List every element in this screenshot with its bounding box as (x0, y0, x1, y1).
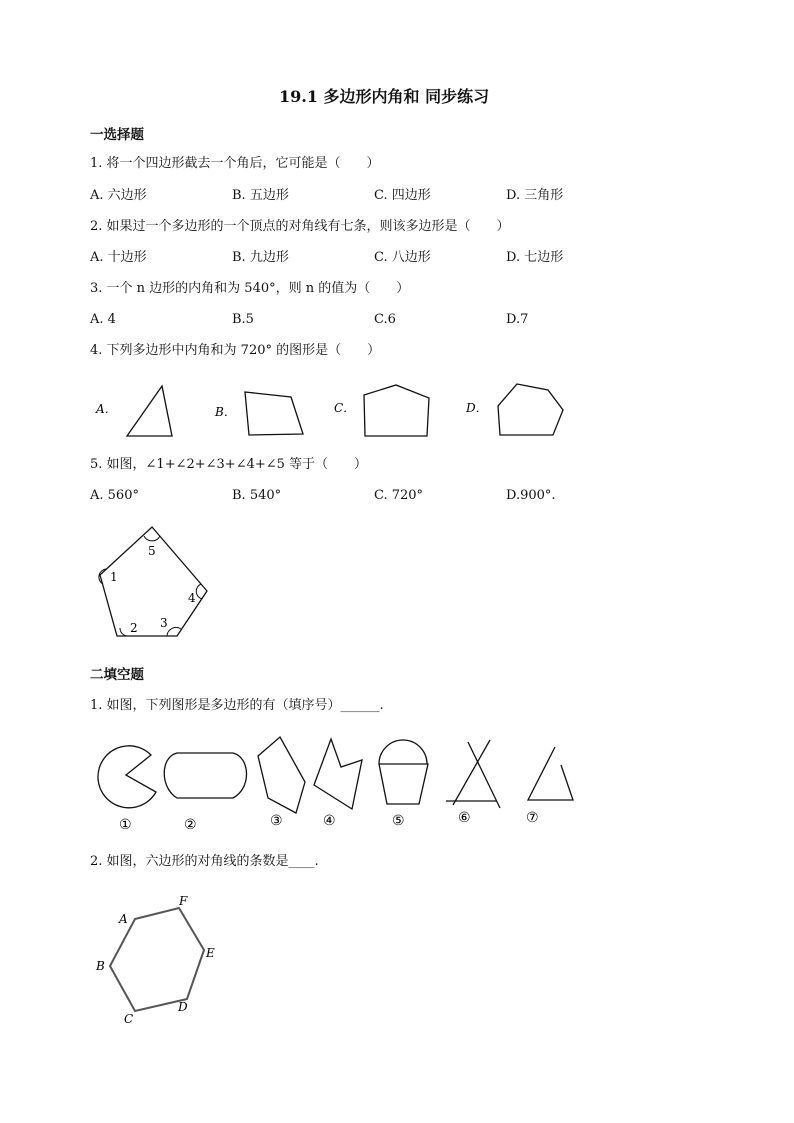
hexagon-figure (90, 890, 230, 1025)
page-title: 19.1 多边形内角和 同步练习 (279, 87, 490, 106)
q5-option-a: A. 560° (90, 488, 139, 503)
q4-pentagon-shape (364, 385, 429, 436)
question-3-stem: 3. 一个 n 边形的内角和为 540°，则 n 的值为（ ） (90, 281, 410, 296)
q4-shapes-figure (90, 378, 580, 442)
q1-option-b: B. 五边形 (232, 188, 289, 203)
q5-angle-label-2: 2 (130, 621, 138, 635)
vertex-label-a: A (119, 912, 128, 926)
question-1-stem: 1. 将一个四边形截去一个角后，它可能是（ ） (90, 156, 380, 171)
quadrilateral-shape-3 (258, 737, 305, 813)
q4-quadrilateral-shape (245, 392, 303, 435)
q5-option-b: B. 540° (232, 488, 282, 503)
section-heading-choice: 一选择题 (90, 127, 144, 143)
q5-option-c: C. 720° (374, 488, 424, 503)
vertex-label-d: D (178, 1000, 188, 1014)
q4-triangle-shape (127, 386, 172, 436)
q1-option-c: C. 四边形 (374, 188, 431, 203)
q4-label-a: A． (96, 402, 117, 416)
pacman-shape (98, 746, 156, 808)
rounded-rect-shape (164, 753, 246, 798)
q5-angle-arc-4 (196, 584, 202, 599)
vertex-label-c: C (124, 1012, 134, 1025)
figure-number-3: ③ (270, 813, 283, 829)
q3-option-a: A. 4 (90, 312, 116, 327)
figure-number-6: ⑥ (458, 810, 471, 826)
question-5-stem: 5. 如图，∠1+∠2+∠3+∠4+∠5 等于（ ） (90, 457, 368, 472)
q3-option-b: B.5 (232, 312, 254, 327)
bucket-shape (379, 740, 428, 804)
vertex-label-e: E (206, 946, 215, 960)
q5-pentagon-figure (90, 518, 220, 643)
fill-question-2-stem: 2. 如图，六边形的对角线的条数是____. (90, 854, 319, 869)
question-2-stem: 2. 如果过一个多边形的一个顶点的对角线有七条，则该多边形是（ ） (90, 219, 510, 234)
figure-number-2: ② (184, 817, 197, 833)
q1-option-d: D. 三角形 (506, 188, 564, 203)
q5-angle-label-5: 5 (148, 544, 156, 558)
q4-label-b: B． (215, 405, 236, 419)
q2-option-a: A. 十边形 (90, 250, 147, 265)
q1-option-a: A. 六边形 (90, 188, 147, 203)
q2-option-b: B. 九边形 (232, 250, 289, 265)
concave-shape-4 (314, 739, 362, 809)
q5-angle-arc-2 (120, 628, 127, 636)
q4-hexagon-shape (498, 384, 563, 435)
q5-angle-arc-3 (167, 627, 181, 636)
figure-number-7: ⑦ (526, 810, 539, 826)
open-triangle-shape (528, 747, 573, 800)
figure-number-4: ④ (323, 813, 336, 829)
q5-angle-label-1: 1 (110, 570, 118, 584)
fill-q1-shapes-figure (90, 730, 590, 834)
figure-number-5: ⑤ (392, 813, 405, 829)
q2-option-c: C. 八边形 (374, 250, 431, 265)
section-heading-fill-blank: 二填空题 (90, 667, 144, 683)
q5-option-d: D.900°. (506, 488, 556, 503)
q2-option-d: D. 七边形 (506, 250, 564, 265)
q5-angle-label-4: 4 (188, 591, 196, 605)
vertex-label-f: F (179, 894, 188, 908)
q3-option-c: C.6 (374, 312, 396, 327)
fill-question-1-stem: 1. 如图，下列图形是多边形的有（填序号）______. (90, 698, 384, 713)
q4-label-d: D． (466, 401, 488, 415)
q5-angle-label-3: 3 (160, 616, 168, 630)
q5-angle-arc-5 (144, 536, 160, 541)
crossing-line-b (468, 742, 500, 808)
q3-option-d: D.7 (506, 312, 529, 327)
vertex-label-b: B (96, 959, 105, 973)
question-4-stem: 4. 下列多边形中内角和为 720° 的图形是（ ） (90, 343, 381, 358)
figure-number-1: ① (119, 817, 132, 833)
q4-label-c: C． (334, 401, 356, 415)
